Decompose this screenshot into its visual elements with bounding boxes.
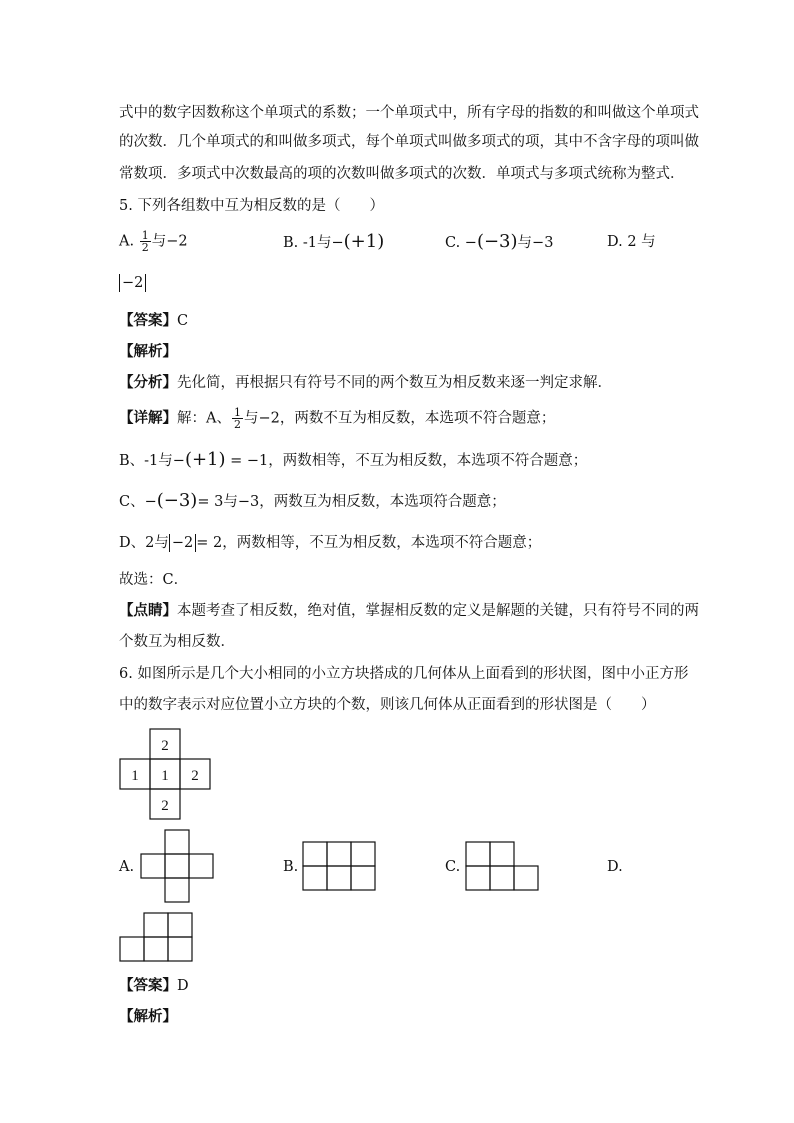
detail-text: 解：A、 <box>177 410 231 427</box>
q5-option-a <box>119 230 188 253</box>
option-text: 与−3 <box>517 235 554 251</box>
detail-text: C、− <box>119 494 157 510</box>
fraction <box>232 407 243 430</box>
q6-option-c-figure <box>465 841 541 893</box>
q5-option-d-continued <box>119 273 146 293</box>
answer-tag: 【答案】 <box>119 977 177 994</box>
grid-number-bottom: 2 <box>161 798 169 814</box>
parenthesized-term: (+1) <box>184 449 226 470</box>
detail-line-b <box>119 450 587 471</box>
absolute-value: −2 <box>119 274 146 292</box>
grid-number-top: 2 <box>161 738 169 754</box>
detail-text: B、-1与− <box>119 453 185 469</box>
numerator: 1 <box>233 406 241 419</box>
parenthesized-term: (+1) <box>343 231 385 252</box>
grid-number-left: 1 <box>131 768 139 784</box>
conclusion: 故选：C． <box>119 572 189 588</box>
grid-number-right: 2 <box>191 768 199 784</box>
question-6-stem-1: 6. 如图所示是几个大小相同的小立方块搭成的几何体从上面看到的形状图，图中小正方形 <box>119 666 689 682</box>
q6-option-b-label: B. <box>283 859 299 875</box>
answer-6 <box>119 976 189 996</box>
option-label: C. <box>445 235 461 251</box>
paragraph-line-3: 常数项．多项式中次数最高的项的次数叫做多项式的次数．单项式与多项式统称为整式． <box>119 166 685 182</box>
option-label: B. <box>283 235 299 251</box>
q5-option-d <box>607 232 656 252</box>
parenthesized-term: (−3) <box>156 490 198 511</box>
option-label: A. <box>119 233 135 250</box>
fraction <box>140 230 151 253</box>
grid-number-center: 1 <box>161 768 169 784</box>
denominator: 2 <box>233 418 241 431</box>
parenthesized-term: (−3) <box>476 231 518 252</box>
fenxi-text: 先化简，再根据只有符号不同的两个数互为相反数来逐一判定求解． <box>177 375 612 391</box>
top-view-grid-figure <box>119 728 213 820</box>
analysis-tag: 【解析】 <box>119 343 177 360</box>
fenxi-tag: 【分析】 <box>119 374 177 391</box>
paragraph-line-1: 式中的数字因数称这个单项式的系数；一个单项式中，所有字母的指数的和叫做这个单项式 <box>119 105 699 121</box>
answer-5 <box>119 311 188 331</box>
q6-option-c-label: C. <box>445 859 461 875</box>
question-6-stem-2: 中的数字表示对应位置小立方块的个数，则该几何体从正面看到的形状图是（ ） <box>119 697 656 713</box>
detail-line-c <box>119 491 506 512</box>
q5-option-c <box>445 232 553 253</box>
dianjing-line-2: 个数互为相反数． <box>119 634 235 650</box>
q6-option-a-figure <box>140 829 216 905</box>
answer-value: D <box>177 978 189 994</box>
detail-text: D、2与 <box>119 535 169 551</box>
xiangjie-tag: 【详解】 <box>119 409 177 427</box>
dianjing-line-1 <box>119 601 699 621</box>
numerator: 1 <box>141 229 149 242</box>
answer-tag: 【答案】 <box>119 312 177 329</box>
denominator: 2 <box>141 241 149 254</box>
detail-line-a <box>119 407 555 430</box>
detail-text: = 2，两数相等，不互为相反数，本选项不符合题意； <box>196 535 542 551</box>
paragraph-line-2: 的次数．几个单项式的和叫做多项式，每个单项式叫做多项式的项，其中不含字母的项叫做 <box>119 134 699 150</box>
analysis-fenxi <box>119 373 612 393</box>
detail-text: 与−2，两数不互为相反数，本选项不符合题意； <box>243 410 556 427</box>
q6-option-b-figure <box>302 841 378 893</box>
option-text: -1与− <box>302 235 344 251</box>
option-label: D. <box>607 234 623 250</box>
analysis-tag-6: 【解析】 <box>119 1008 177 1025</box>
option-text: − <box>464 235 477 251</box>
answer-value: C <box>177 313 189 329</box>
option-text: 与−2 <box>151 233 188 250</box>
detail-text: = 3与−3，两数互为相反数，本选项符合题意； <box>197 494 506 510</box>
detail-line-d <box>119 533 541 553</box>
dianjing-text: 本题考查了相反数，绝对值，掌握相反数的定义是解题的关键，只有符号不同的两 <box>177 603 699 619</box>
option-text: 2 与 <box>627 234 656 250</box>
q6-option-d-label: D. <box>607 859 623 875</box>
q6-option-a-label: A. <box>119 859 135 875</box>
q5-option-b <box>283 232 384 253</box>
q6-option-d-figure <box>119 912 195 964</box>
absolute-value: −2 <box>169 534 196 552</box>
dianjing-tag: 【点睛】 <box>119 602 177 619</box>
detail-text: = −1，两数相等，不互为相反数，本选项不符合题意； <box>225 453 588 469</box>
question-5-stem: 5. 下列各组数中互为相反数的是（ ） <box>119 198 384 214</box>
